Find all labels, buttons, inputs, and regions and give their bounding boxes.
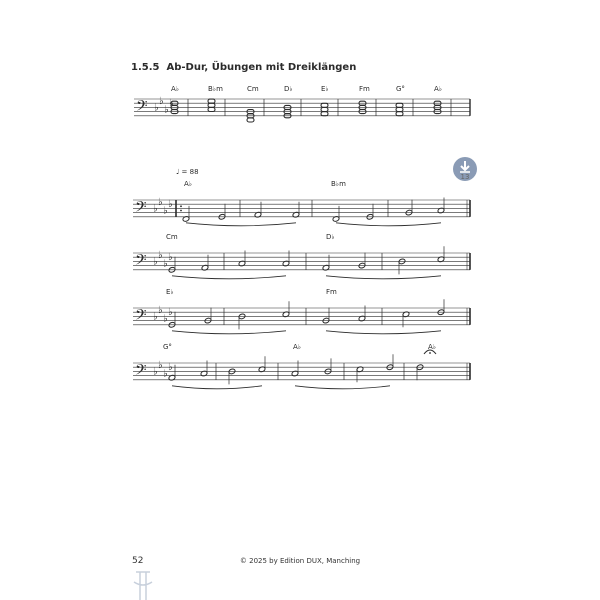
section-number: 1.5.5 xyxy=(131,62,160,73)
whole-note xyxy=(321,112,328,116)
flat-sign: ♭ xyxy=(158,305,163,316)
whole-note xyxy=(321,108,328,112)
chord-symbol: A♭ xyxy=(434,85,443,93)
chord-symbol: A♭ xyxy=(428,343,437,351)
section-title: Ab-Dur, Übungen mit Dreiklängen xyxy=(166,62,357,73)
bass-clef-icon: 𝄢 xyxy=(135,361,147,383)
chord-symbol: Cm xyxy=(247,85,259,93)
chord-symbol: E♭ xyxy=(166,288,174,296)
flat-sign: ♭ xyxy=(153,311,158,323)
bass-clef-icon: 𝄢 xyxy=(135,251,147,273)
chord-symbol: D♭ xyxy=(284,85,293,93)
tempo-marking: ♩ = 88 xyxy=(176,168,199,176)
chord-symbol: Fm xyxy=(326,288,337,296)
repeat-dot xyxy=(180,210,182,212)
flat-sign: ♭ xyxy=(164,104,169,116)
chord-symbol: A♭ xyxy=(293,343,302,351)
whole-note xyxy=(208,108,215,112)
flat-sign: ♭ xyxy=(168,307,173,319)
fermata-dot xyxy=(429,352,431,354)
chord-symbol: Fm xyxy=(359,85,370,93)
bass-clef-icon: 𝄢 xyxy=(135,198,147,220)
whole-note xyxy=(396,112,403,116)
whole-note xyxy=(321,103,328,107)
flat-sign: ♭ xyxy=(168,199,173,211)
copyright-notice: © 2025 by Edition DUX, Manching xyxy=(239,557,361,565)
slur xyxy=(295,386,390,389)
tuba-watermark-icon xyxy=(134,572,152,600)
whole-note xyxy=(396,108,403,112)
slur xyxy=(172,331,286,334)
flat-sign: ♭ xyxy=(163,313,168,325)
chord-symbol: G° xyxy=(396,85,405,93)
slur xyxy=(326,331,441,334)
whole-note xyxy=(396,103,403,107)
flat-sign: ♭ xyxy=(168,252,173,264)
flat-sign: ♭ xyxy=(158,360,163,371)
flat-sign: ♭ xyxy=(163,258,168,270)
flat-sign: ♭ xyxy=(169,98,174,110)
slur xyxy=(336,223,441,226)
whole-note xyxy=(208,99,215,103)
slur xyxy=(186,223,296,226)
chord-symbol: A♭ xyxy=(184,180,193,188)
bass-clef-icon: 𝄢 xyxy=(135,306,147,328)
chord-symbol: B♭m xyxy=(208,85,223,93)
chord-symbol: E♭ xyxy=(321,85,329,93)
repeat-dot xyxy=(180,205,182,207)
flat-sign: ♭ xyxy=(153,256,158,268)
flat-sign: ♭ xyxy=(168,362,173,374)
flat-sign: ♭ xyxy=(153,203,158,215)
whole-note xyxy=(208,103,215,107)
chord-symbol: G° xyxy=(163,343,172,351)
whole-note xyxy=(247,118,254,122)
flat-sign: ♭ xyxy=(158,250,163,261)
flat-sign: ♭ xyxy=(158,197,163,208)
flat-sign: ♭ xyxy=(153,366,158,378)
flat-sign: ♭ xyxy=(159,96,164,107)
chord-symbol: D♭ xyxy=(326,233,335,241)
track-number: 13 xyxy=(460,173,470,181)
flat-sign: ♭ xyxy=(163,368,168,380)
slur xyxy=(172,276,286,279)
chord-symbol: Cm xyxy=(166,233,178,241)
chord-symbol: A♭ xyxy=(171,85,180,93)
page-number: 52 xyxy=(132,556,144,566)
slur xyxy=(326,276,441,279)
flat-sign: ♭ xyxy=(163,205,168,217)
flat-sign: ♭ xyxy=(154,102,159,114)
chord-symbol: B♭m xyxy=(331,180,346,188)
slur xyxy=(172,386,262,389)
bass-clef-icon: 𝄢 xyxy=(136,97,148,119)
